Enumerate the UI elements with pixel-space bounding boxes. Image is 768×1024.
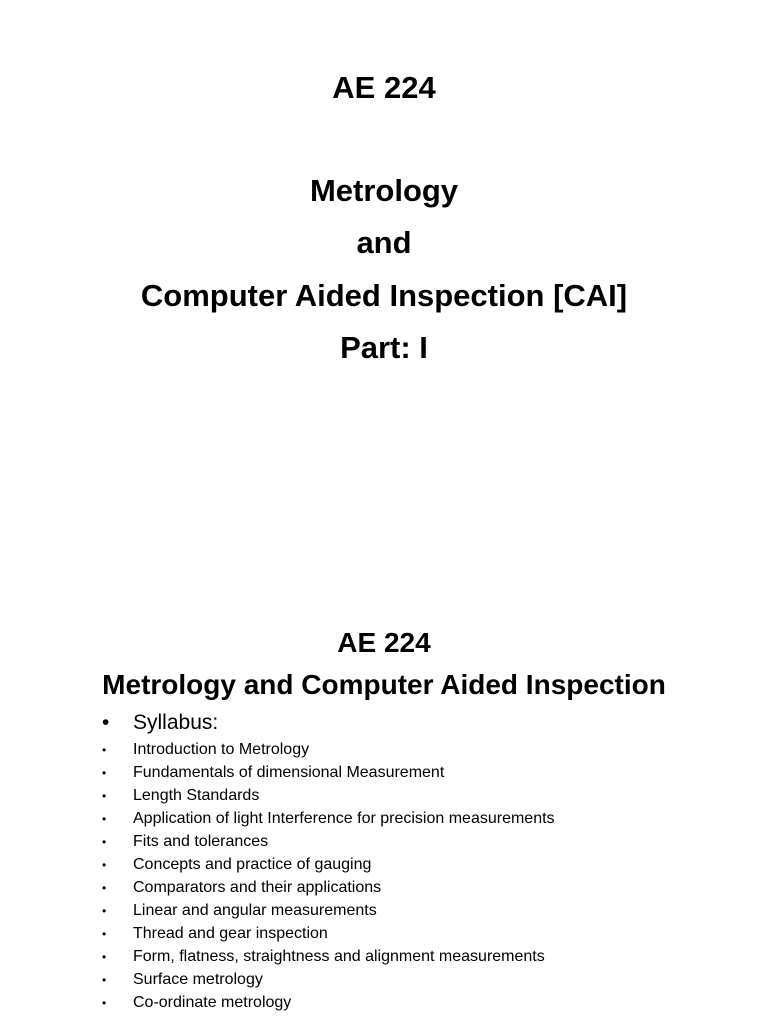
bullet-icon: • — [102, 812, 107, 826]
list-item-label: Form, flatness, straightness and alignment measurements — [133, 948, 545, 965]
title-line-and: and — [356, 225, 412, 260]
bullet-icon: • — [102, 881, 107, 895]
list-item — [102, 945, 555, 968]
bullet-icon: • — [102, 711, 110, 734]
bullet-icon: • — [102, 743, 107, 757]
bullet-icon: • — [102, 835, 107, 849]
course-code: AE 224 — [332, 70, 436, 105]
list-item — [102, 738, 555, 761]
bullet-icon: • — [102, 996, 107, 1010]
list-item — [102, 899, 555, 922]
title-line-cai: Computer Aided Inspection [CAI] — [140, 278, 628, 313]
slide-syllabus — [0, 576, 768, 1024]
syllabus-list — [102, 738, 555, 1014]
slide2-course-code: AE 224 — [337, 627, 431, 658]
bullet-icon: • — [102, 973, 107, 987]
list-item-label: Application of light Interference for precision measurements — [133, 810, 555, 827]
list-item-label: Introduction to Metrology — [133, 741, 310, 758]
bullet-icon: • — [102, 927, 107, 941]
bullet-icon: • — [102, 950, 107, 964]
syllabus-label: Syllabus: — [133, 711, 219, 734]
bullet-icon: • — [102, 789, 107, 803]
syllabus-heading-list — [102, 710, 218, 736]
list-item-label: Fundamentals of dimensional Measurement — [133, 764, 445, 781]
list-item-label: Co-ordinate metrology — [133, 994, 292, 1011]
list-item-label: Linear and angular measurements — [133, 902, 377, 919]
list-item — [102, 761, 555, 784]
list-item — [102, 807, 555, 830]
slide2-title: Metrology and Computer Aided Inspection — [102, 669, 666, 700]
list-item — [102, 922, 555, 945]
title-line-part: Part: I — [340, 330, 428, 365]
list-item-label: Thread and gear inspection — [133, 925, 328, 942]
list-item-label: Concepts and practice of gauging — [133, 856, 372, 873]
list-item-label: Fits and tolerances — [133, 833, 269, 850]
list-item-label: Surface metrology — [133, 971, 263, 988]
bullet-icon: • — [102, 904, 107, 918]
list-item-label: Comparators and their applications — [133, 879, 382, 896]
syllabus-heading — [102, 710, 218, 736]
list-item — [102, 876, 555, 899]
list-item — [102, 830, 555, 853]
bullet-icon: • — [102, 858, 107, 872]
list-item — [102, 968, 555, 991]
bullet-icon: • — [102, 766, 107, 780]
list-item — [102, 853, 555, 876]
list-item — [102, 784, 555, 807]
list-item — [102, 991, 555, 1014]
title-line-metrology: Metrology — [309, 173, 459, 208]
list-item-label: Length Standards — [133, 787, 260, 804]
